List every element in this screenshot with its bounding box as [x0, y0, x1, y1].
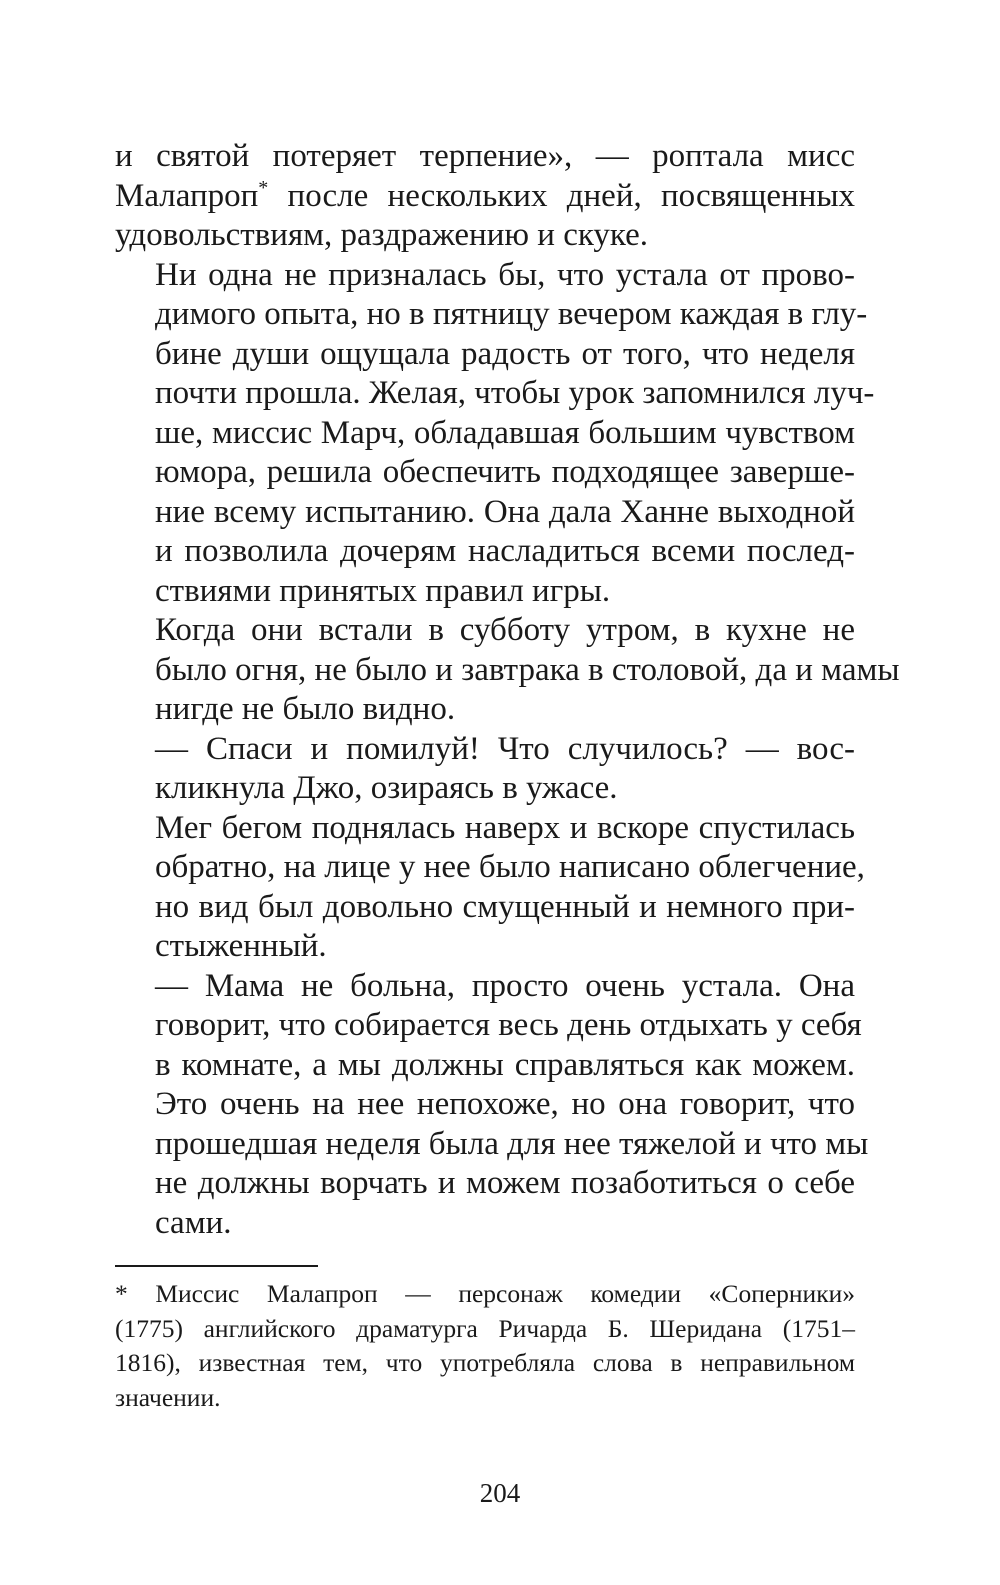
paragraph [115, 730, 855, 809]
text-line: стыженный. [155, 928, 327, 964]
text-line: почти прошла. Желая, чтобы урок запомнился луч- [155, 375, 875, 411]
text-line: сами. [155, 1204, 232, 1241]
footnote-line: значении. [115, 1382, 221, 1412]
text-line: удовольствиям, раздражению и скуке. [115, 217, 649, 253]
text-line: кликнула Джо, озираясь в ужасе. [155, 770, 618, 806]
text-line: нигде не было видно. [155, 691, 456, 727]
text-line: в комнате, а мы должны справляться как можем. [155, 1046, 855, 1083]
paragraph [115, 809, 865, 967]
footnote [115, 1277, 855, 1415]
text-line: Это очень на нее непохоже, но она говорит, что [155, 1086, 855, 1122]
footnote-line: (1775) английского драматурга Ричарда Б. Шеридана (1751– [115, 1313, 855, 1343]
footnote-divider [115, 1265, 318, 1267]
text-line: не должны ворчать и можем позаботиться о себе [155, 1165, 855, 1201]
main-text [115, 137, 900, 1243]
text-line: говорит, что собирается весь день отдыхать у себя [155, 1007, 862, 1043]
text-line [115, 177, 855, 217]
text-line: юмора, решила обеспечить подходящее заверше- [155, 454, 855, 490]
text-line-part: после нескольких дней, посвященных [268, 177, 855, 214]
text-line: димого опыта, но в пятницу вечером каждая в глу- [155, 296, 868, 332]
text-line: было огня, не было и завтрака в столовой, да и мамы [155, 651, 900, 688]
text-line: — Спаси и помилуй! Что случилось? — вос- [155, 730, 855, 767]
text-line: Мег бегом поднялась наверх и вскоре спустилась [155, 809, 855, 846]
paragraph [115, 611, 900, 730]
paragraph [115, 256, 875, 612]
footnote-marker: * [258, 176, 269, 199]
text-line: обратно, на лице у нее было написано облегчение, [155, 849, 865, 885]
text-line: ствиями принятых правил игры. [155, 572, 611, 609]
text-line: прошедшая неделя была для нее тяжелой и что мы [155, 1125, 869, 1162]
text-line: ше, миссис Марч, обладавшая большим чувством [155, 414, 855, 451]
page-number: 204 [479, 1478, 521, 1508]
paragraph [115, 137, 855, 256]
text-line-part: Малапроп [115, 177, 259, 214]
paragraph [115, 967, 869, 1244]
footnote-line: * Миссис Малапроп — персонаж комедии «Соперники» [115, 1279, 855, 1308]
text-line: Ни одна не призналась бы, что устала от прово- [155, 256, 855, 293]
text-line: и святой потеряет терпение», — роптала мисс [115, 138, 855, 174]
text-line: бине души ощущала радость от того, что неделя [155, 335, 855, 372]
text-line: ние всему испытанию. Она дала Ханне выходной [155, 493, 855, 530]
text-line: и позволила дочерям насладиться всеми послед- [155, 533, 855, 569]
text-line: — Мама не больна, просто очень устала. Она [155, 967, 855, 1004]
text-line: но вид был довольно смущенный и немного при- [155, 888, 855, 925]
text-line: Когда они встали в субботу утром, в кухне не [155, 612, 855, 648]
footnote-line: 1816), известная тем, что употребляла слова в неправильном [115, 1348, 855, 1377]
